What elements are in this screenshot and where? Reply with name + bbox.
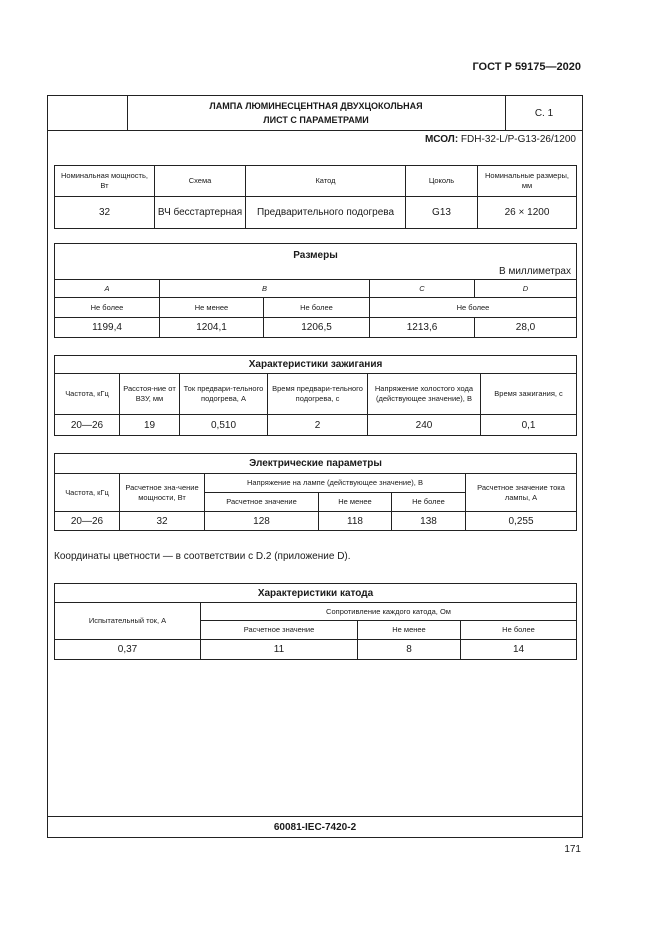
title-line-1: ЛАМПА ЛЮМИНЕСЦЕНТНАЯ ДВУХЦОКОЛЬНАЯ [209, 101, 423, 111]
cathode-title: Характеристики катода [55, 584, 577, 603]
page-number: 171 [564, 844, 581, 855]
ign-header-preheat-time: Время предвари-тельного подогрева, с [268, 374, 368, 415]
dim-value-b-max: 1206,5 [264, 318, 370, 338]
ign-open-voltage: 240 [368, 415, 481, 436]
el-header-voltage-max: Не более [392, 493, 466, 512]
cathode-table [54, 583, 577, 660]
sheet-header [48, 96, 582, 131]
header-empty-cell [48, 96, 128, 130]
sheet-number: С. 1 [534, 107, 554, 119]
cat-header-res-calc: Расчетное значение [201, 621, 358, 640]
el-header-current: Расчетное значение тока лампы, А [466, 474, 577, 512]
el-header-voltage-calc: Расчетное значение [205, 493, 319, 512]
dim-limit-b-min: Не менее [160, 298, 264, 318]
header-cathode: Катод [246, 166, 406, 197]
sheet-title [127, 96, 506, 130]
ign-distance: 19 [120, 415, 180, 436]
el-header-voltage: Напряжение на лампе (действующее значение), В [205, 474, 466, 493]
cat-res-calc: 11 [201, 640, 358, 660]
el-current: 0,255 [466, 512, 577, 531]
el-power: 32 [120, 512, 205, 531]
el-header-voltage-min: Не менее [319, 493, 392, 512]
dim-letter-d: D [475, 280, 577, 298]
dim-limit-a: Не более [55, 298, 160, 318]
cell-cathode: Предварительного подогрева [246, 197, 406, 229]
cat-test-current: 0,37 [55, 640, 201, 660]
cell-scheme: ВЧ бесстартерная [155, 197, 246, 229]
mcol-designation [425, 134, 576, 145]
ign-ignition-time: 0,1 [481, 415, 577, 436]
cell-size: 26 × 1200 [478, 197, 577, 229]
dim-limit-b-max: Не более [264, 298, 370, 318]
ign-preheat-current: 0,510 [180, 415, 268, 436]
dimensions-title-cell [55, 244, 577, 280]
cat-header-res-max: Не более [461, 621, 577, 640]
ign-header-preheat-current: Ток предвари-тельного подогрева, А [180, 374, 268, 415]
header-power: Номинальная мощность, Вт [55, 166, 155, 197]
dim-value-b-min: 1204,1 [160, 318, 264, 338]
el-voltage-max: 138 [392, 512, 466, 531]
summary-table [54, 165, 577, 229]
cat-res-max: 14 [461, 640, 577, 660]
cat-header-res-min: Не менее [358, 621, 461, 640]
header-scheme: Схема [155, 166, 246, 197]
title-line-2: ЛИСТ С ПАРАМЕТРАМИ [263, 115, 369, 125]
electrical-title: Электрические параметры [55, 454, 577, 474]
footer-code: 60081-IEC-7420-2 [48, 816, 582, 837]
ign-header-open-voltage: Напряжение холостого хода (действующее значение), В [368, 374, 481, 415]
dim-value-a: 1199,4 [55, 318, 160, 338]
standard-code: ГОСТ Р 59175—2020 [472, 61, 581, 73]
dimensions-unit: В миллиметрах [499, 266, 571, 277]
el-voltage-calc: 128 [205, 512, 319, 531]
dimensions-table [54, 243, 577, 338]
mcol-value: FDH-32-L/P-G13-26/1200 [458, 134, 576, 145]
el-header-power: Расчетное зна-чение мощности, Вт [120, 474, 205, 512]
ign-preheat-time: 2 [268, 415, 368, 436]
cat-res-min: 8 [358, 640, 461, 660]
header-base: Цоколь [406, 166, 478, 197]
ign-header-ignition-time: Время зажигания, с [481, 374, 577, 415]
ign-freq: 20—26 [55, 415, 120, 436]
dim-letter-c: C [370, 280, 475, 298]
cat-header-test-current: Испытательный ток, А [55, 603, 201, 640]
cat-header-resistance: Сопротивление каждого катода, Ом [201, 603, 577, 621]
ign-header-distance: Расстоя-ние от ВЗУ, мм [120, 374, 180, 415]
cell-base: G13 [406, 197, 478, 229]
dim-letter-b: B [160, 280, 370, 298]
mcol-label: МСОЛ: [424, 134, 459, 145]
ign-header-freq: Частота, кГц [55, 374, 120, 415]
header-size: Номинальные размеры, мм [478, 166, 577, 197]
dim-limit-cd: Не более [370, 298, 577, 318]
dim-value-c: 1213,6 [370, 318, 475, 338]
el-voltage-min: 118 [319, 512, 392, 531]
el-header-freq: Частота, кГц [55, 474, 120, 512]
dim-value-d: 28,0 [475, 318, 577, 338]
cell-power: 32 [55, 197, 155, 229]
ignition-table [54, 355, 577, 436]
dimensions-title: Размеры [293, 250, 338, 261]
electrical-table [54, 453, 577, 531]
ignition-title: Характеристики зажигания [55, 356, 577, 374]
dim-letter-a: A [55, 280, 160, 298]
el-freq: 20—26 [55, 512, 120, 531]
chromaticity-note: Координаты цветности — в соответствии с D.2 (приложение D). [54, 551, 351, 562]
